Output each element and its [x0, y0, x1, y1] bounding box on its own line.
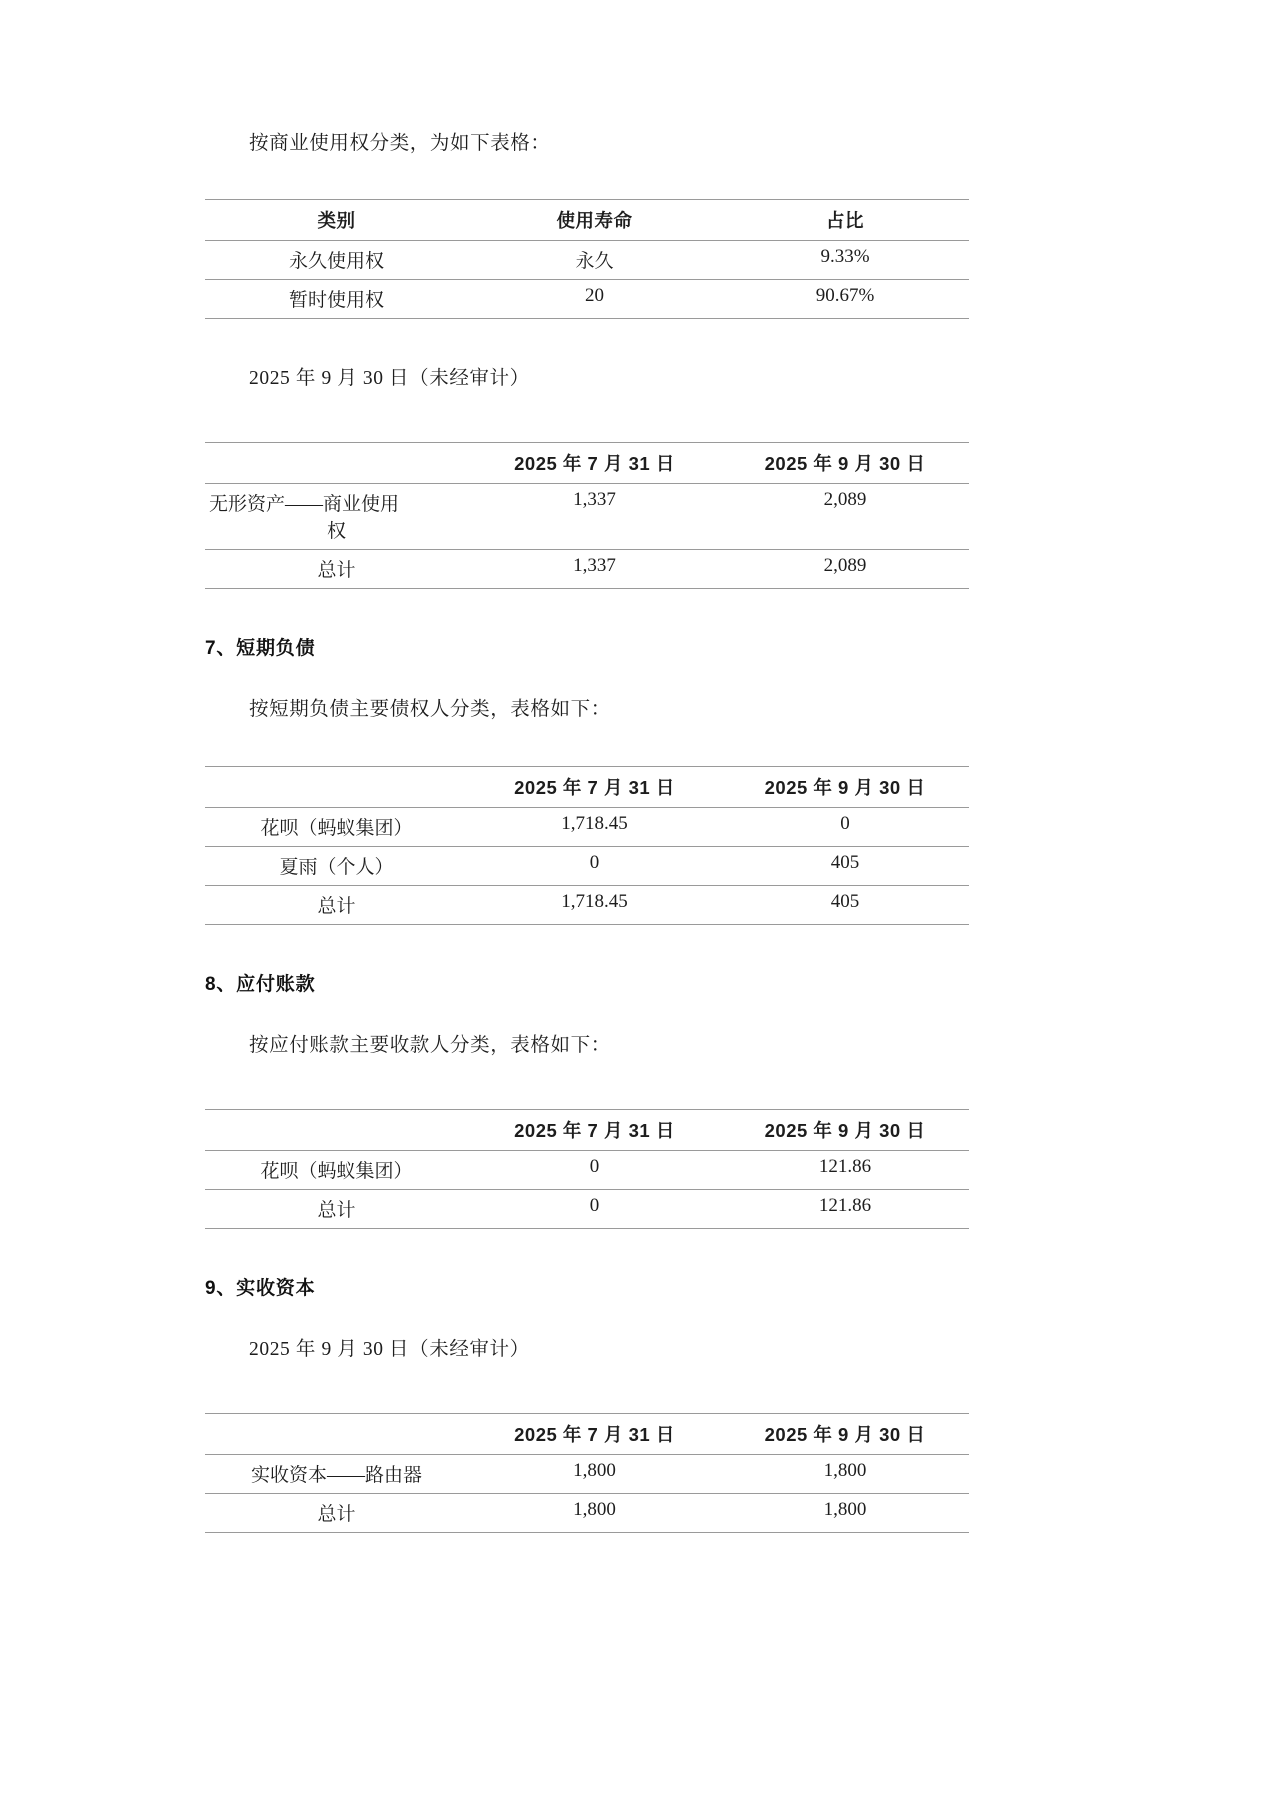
- table-header-row: [205, 1109, 969, 1150]
- column-header-date-september: 2025 年 9 月 30 日: [764, 1423, 926, 1445]
- column-header-date-september: 2025 年 9 月 30 日: [764, 776, 926, 798]
- cell-value-july: 0: [589, 1155, 600, 1177]
- accounts-payable-table-head: [205, 1109, 969, 1150]
- paid-in-capital-table-body: [205, 1454, 969, 1532]
- intro-paragraph: 按商业使用权分类，为如下表格：: [249, 133, 551, 154]
- cell-capital-item: 实收资本——路由器: [250, 1464, 422, 1486]
- section7-paragraph: 按短期负债主要债权人分类，表格如下：: [249, 699, 611, 721]
- cell-share: 90.67%: [815, 285, 875, 307]
- cell-total-september: 2,089: [823, 555, 867, 577]
- cell-value-july: 1,337: [573, 489, 616, 511]
- intangible-assets-table: [205, 442, 969, 589]
- table-row: [205, 484, 969, 550]
- cell-total-september: 405: [830, 890, 860, 912]
- column-header-date-july: 2025 年 7 月 31 日: [514, 453, 675, 475]
- table-total-row: [205, 885, 969, 924]
- section9-date-line: 2025 年 9 月 30 日（未经审计）: [249, 1338, 530, 1360]
- cell-share: 9.33%: [820, 246, 870, 268]
- section-heading-9: 9、实收资本: [205, 1277, 316, 1299]
- short-term-liabilities-table: [205, 766, 969, 925]
- table-header-row: [205, 1413, 969, 1454]
- section8-paragraph: 按应付账款主要收款人分类，表格如下：: [249, 1034, 611, 1056]
- column-header-date-july: 2025 年 7 月 31 日: [514, 776, 675, 798]
- cell-value-september: 2,089: [823, 489, 867, 511]
- column-header-blank: [205, 1413, 468, 1454]
- short-term-liabilities-table-head: [205, 766, 969, 807]
- table-row: [205, 1150, 969, 1189]
- column-header-date-september: 2025 年 9 月 30 日: [764, 453, 926, 475]
- column-header-useful-life: 使用寿命: [556, 210, 633, 232]
- cell-useful-life: 20: [585, 285, 604, 307]
- cell-total-july: 1,718.45: [561, 890, 628, 912]
- column-header-date-september: 2025 年 9 月 30 日: [764, 1119, 926, 1141]
- cell-category: 永久使用权: [288, 251, 384, 273]
- item-label-line1: 无形资产——商业使用: [209, 494, 400, 516]
- section-heading-8: 8、应付账款: [205, 973, 316, 995]
- table-row: [205, 280, 969, 319]
- cell-total-july: 0: [589, 1194, 600, 1216]
- usage-rights-table: [205, 199, 969, 319]
- cell-total-label: 总计: [317, 895, 356, 917]
- accounts-payable-table: [205, 1109, 969, 1229]
- table-header-row: [205, 200, 969, 241]
- cell-value-september: 1,800: [823, 1459, 867, 1481]
- cell-payee-name: 花呗（蚂蚁集团）: [260, 1160, 413, 1182]
- cell-total-label: 总计: [317, 1503, 356, 1525]
- cell-creditor-name: 夏雨（个人）: [279, 856, 394, 878]
- item-label-line2: 权: [326, 521, 346, 543]
- table-row: [205, 807, 969, 846]
- column-header-date-july: 2025 年 7 月 31 日: [514, 1119, 675, 1141]
- cell-total-september: 121.86: [818, 1194, 872, 1216]
- cell-total-label: 总计: [317, 1199, 356, 1221]
- cell-total-july: 1,337: [573, 555, 616, 577]
- cell-value-september: 405: [830, 851, 860, 873]
- intangible-assets-table-body: [205, 484, 969, 589]
- table-row: [205, 1454, 969, 1493]
- intangible-assets-table-head: [205, 443, 969, 484]
- table-header-row: [205, 766, 969, 807]
- usage-rights-table-body: [205, 241, 969, 319]
- usage-rights-table-head: [205, 200, 969, 241]
- paid-in-capital-table-head: [205, 1413, 969, 1454]
- short-term-liabilities-table-body: [205, 807, 969, 924]
- cell-total-september: 1,800: [823, 1498, 867, 1520]
- table-total-row: [205, 550, 969, 589]
- column-header-date-july: 2025 年 7 月 31 日: [514, 1423, 675, 1445]
- table-header-row: [205, 443, 969, 484]
- section-heading-7: 7、短期负债: [205, 638, 316, 660]
- paid-in-capital-table: [205, 1413, 969, 1533]
- cell-category: 暂时使用权: [288, 290, 384, 312]
- cell-value-july: 1,718.45: [561, 812, 628, 834]
- column-header-share: 占比: [825, 210, 864, 232]
- cell-item-label: [205, 484, 468, 550]
- cell-value-july: 0: [589, 851, 600, 873]
- table-row: [205, 846, 969, 885]
- table-total-row: [205, 1493, 969, 1532]
- table-row: [205, 241, 969, 280]
- table-total-row: [205, 1189, 969, 1228]
- intangible-date-line: 2025 年 9 月 30 日（未经审计）: [249, 368, 530, 390]
- column-header-blank: [205, 1109, 468, 1150]
- cell-creditor-name: 花呗（蚂蚁集团）: [260, 817, 413, 839]
- cell-total-label: 总计: [317, 560, 356, 582]
- cell-value-september: 121.86: [818, 1155, 872, 1177]
- column-header-blank: [205, 766, 468, 807]
- cell-value-july: 1,800: [573, 1459, 616, 1481]
- column-header-category: 类别: [317, 210, 356, 232]
- cell-useful-life: 永久: [575, 251, 614, 273]
- column-header-blank: [205, 443, 468, 484]
- cell-value-september: 0: [840, 812, 850, 834]
- document-content: [205, 0, 945, 1533]
- cell-total-july: 1,800: [573, 1498, 616, 1520]
- accounts-payable-table-body: [205, 1150, 969, 1228]
